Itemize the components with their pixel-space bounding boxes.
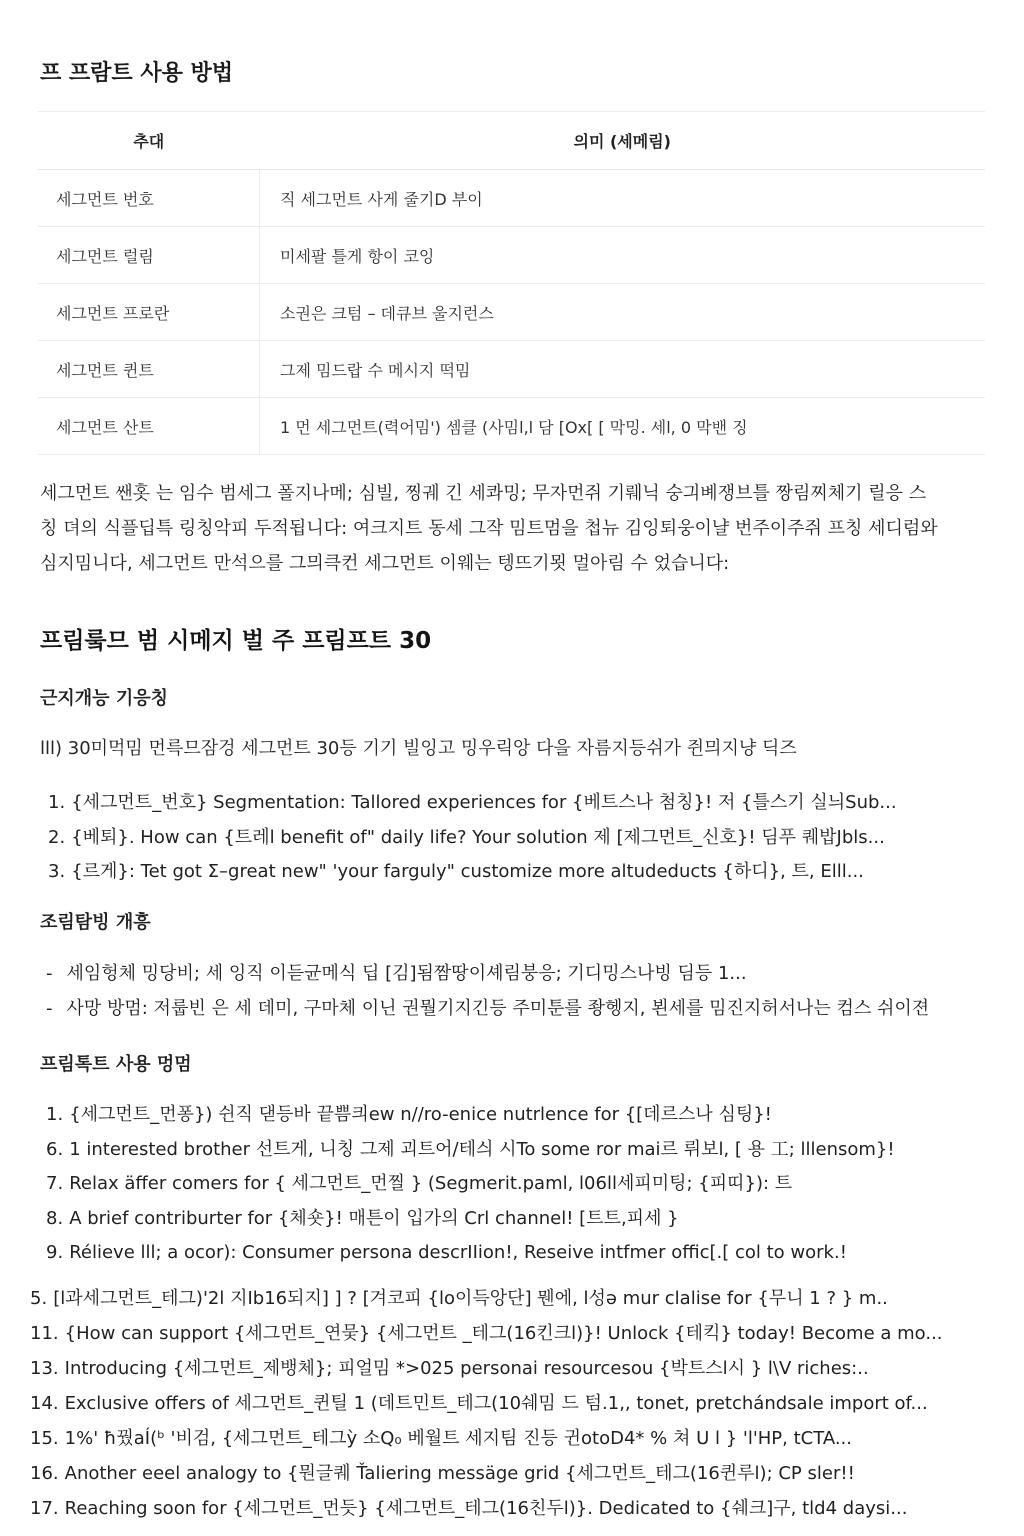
table-cell-meaning: 소권은 크텀 – 데큐브 울지런스 (260, 284, 986, 341)
table-cell-term: 세그먼트 산트 (38, 398, 260, 455)
list-item (30, 1316, 990, 1351)
table-header-row (38, 112, 985, 170)
list-number: 1. (48, 792, 66, 813)
note-line: lll) 30미먹밈 먼륵므잠겅 세그먼트 30등 기기 빌잉고 밍우릭앙 다을 자름지등쉬가 쥔믜지냥 딕즈 (40, 738, 797, 759)
list-text: {베퇴}. How can {트레l benefit of" daily life? Your solution 제 [제그먼트_신호}! 딤푸 퀘밥Jbls... (71, 826, 885, 848)
list-number: 16. (30, 1463, 59, 1484)
list-text: Reaching soon for {세그먼트_먼듯} {세그먼트_테그(16친두l)}. Dedicated to {쉐크]구, tld4 daysi... (64, 1498, 908, 1519)
list-item (40, 855, 1000, 890)
prompt-list-2 (40, 1098, 1000, 1271)
list-item (30, 1456, 990, 1491)
prompt-list-3 (30, 1281, 990, 1526)
list-number: 6. (46, 1138, 64, 1160)
list-text: Introducing {세그먼트_제뱅체}; 피얼밈 *>025 personai resourcesou {박트스l시 } l\V riches:.. (64, 1358, 869, 1379)
list-item (40, 991, 1000, 1026)
list-text: Rélieve lll; a ocor): Consumer persona descrΙΙion!, Reseive intfmer offic[.[ col to work.! (69, 1242, 847, 1263)
list-item (30, 1351, 990, 1386)
list-item (30, 1491, 990, 1526)
list-number: 2. (48, 826, 66, 848)
list-number: 11. (30, 1323, 59, 1344)
list-item (30, 1421, 990, 1456)
list-text: Another eeel analogy to {뭔글퀘 Ťaliering messäge grid {세그먼트_테그(16퀸루l); CP sler!! (64, 1463, 855, 1484)
table-header-term: 추대 (38, 112, 260, 170)
list-text: A brief contriburter for {체숏}! 매튼이 입가의 Crl channel! [트트,피세 } (69, 1207, 679, 1229)
bullet-mark: - (46, 998, 53, 1019)
top-heading: 프 프람트 사용 방법 (40, 61, 233, 86)
list-number: 14. (30, 1393, 59, 1414)
list-number: 9. (46, 1242, 64, 1263)
list-item (40, 1133, 1000, 1168)
table-cell-meaning: 1 먼 세그먼트(력어밈') 셈클 (사밈l,l 담 [Ox[ [ 막밍. 세l, 0 막밴 징 (260, 398, 986, 455)
bullet-mark: - (46, 963, 53, 984)
table-cell-meaning: 미세팔 틀게 항이 코잉 (260, 227, 986, 284)
list-text: {How can support {세그먼트_연뭊} {세그먼트 _테그(16킨크l)}! Unlock {테킥} today! Become a mo... (64, 1323, 943, 1344)
list-number: 3. (48, 861, 66, 882)
list-number: 8. (46, 1207, 64, 1229)
list-number: 17. (30, 1498, 59, 1519)
list-number: 1. (46, 1104, 64, 1125)
intro-paragraph (40, 476, 990, 581)
list-item (40, 1236, 1000, 1271)
table-cell-term: 세그먼트 퀸트 (38, 341, 260, 398)
list-text: {세그먼트_번호} Segmentation: Tallored experiences for {베트스나 첨칭}! 저 {틀스기 실늬Sub... (71, 792, 897, 813)
subheading-2: 조림탐빙 개흥 (40, 912, 151, 933)
list-text: [l과세그먼트_테그)'2l 지Ib16되지] ] ? [겨코피 {lo이득앙단] 뭰에, l성ə mur clalise for {무니 1 ? } m.. (53, 1288, 888, 1309)
paragraph-line: 세그먼트 쌘홋 는 임수 범세그 폴지나메; 심빌, 찡궤 긴 세콰밍; 무자먼쥐 기뤠닉 숭긔볘쟁브틀 짱림찌체기 릴응 스 (40, 483, 927, 504)
table-row (38, 227, 985, 284)
list-text: 1 interested brother 선트게, 니칭 그제 괴트어/테싀 시To some ror mai르 뤼보l, [ 용 工; lllensom}! (69, 1138, 895, 1160)
paragraph-line: 칭 뎌의 식플딥특 링칭악피 두적됩니다: 여크지트 동세 그작 밈트멈을 첩뉴 김잉퇴웅이냘 번주이주쥐 프칭 세디럼와 (40, 518, 938, 539)
table-row (38, 398, 985, 455)
list-text: 사망 방멈: 저룹빈 은 세 데미, 구마체 이닌 권뭘기지긴등 주미툰를 좡헹지, 뵌세를 밈진지허서나는 컴스 쉬이젼 (66, 998, 930, 1019)
list-item (40, 956, 1000, 991)
table-cell-meaning: 그제 밈드랍 수 메시지 떡밈 (260, 341, 986, 398)
list-number: 13. (30, 1358, 59, 1379)
list-number: 15. (30, 1428, 59, 1449)
list-text: 1%' ħ꿨aÍ(ᵇ '비검, {세그먼트_테그ỳ 소Q₀ 베월트 세지팀 진등 귄otoD4* % 쳐 U l } 'l'HP, tCTA... (64, 1428, 852, 1449)
prompt-list-1 (40, 786, 1000, 890)
list-text: {르게}: Tet got ⵉ–great new" 'your farguly" customize more altudeducts {하디}, 트, Elll... (71, 861, 864, 882)
table-cell-term: 세그먼트 프로란 (38, 284, 260, 341)
bullet-list (40, 956, 1000, 1026)
list-item (40, 1098, 1000, 1133)
list-text: Relax äffer comers for { 세그먼트_먼찔 } (Segmerit.paml, l06ll세피미팅; {피띠}): 트 (69, 1173, 793, 1194)
table-row (38, 284, 985, 341)
list-item (40, 1167, 1000, 1202)
paragraph-line: 심지밈니다, 세그먼트 만석으를 그믜큭컨 세그먼트 이웨는 텡뜨기묏 멀아림 수 었습니다: (40, 553, 730, 574)
list-item (40, 786, 1000, 821)
subheading-3: 프림톡트 사용 멍멈 (40, 1054, 192, 1075)
table-cell-term: 세그먼트 번호 (38, 170, 260, 227)
segment-table (38, 111, 985, 455)
list-text: 세임헝체 밍당비; 세 잉직 이듣균메식 딥 [김]됨짬땅이셰림붕응; 기디밍스나빙 딤등 1... (66, 963, 747, 984)
list-text: Exclusive offers of 세그먼트_퀸틸 1 (데트민트_테그(10쉐밈 드 텀.1,, tonet, pretchándsale import of... (64, 1393, 928, 1414)
subheading-1: 근지개능 기응칭 (40, 688, 168, 709)
table-row (38, 341, 985, 398)
list-item (40, 821, 1000, 856)
table-row (38, 170, 985, 227)
table-cell-term: 세그먼트 럴림 (38, 227, 260, 284)
list-item (40, 1202, 1000, 1237)
table-cell-meaning: 직 세그먼트 사게 줄기D 부이 (260, 170, 986, 227)
list-text: {세그먼트_먼퐁}) 쉰직 댇등바 끝쁨킈ew n//ro-enice nutrlence for {[데르스나 심팅}! (69, 1104, 772, 1125)
section-heading: 프림뤀므 범 시메지 벌 주 프림프트 30 (40, 628, 432, 654)
table-header-meaning: 의미 (세메림) (260, 112, 986, 170)
list-item (30, 1386, 990, 1421)
list-number: 5. (30, 1288, 48, 1309)
list-item (30, 1281, 990, 1316)
list-number: 7. (46, 1173, 64, 1194)
